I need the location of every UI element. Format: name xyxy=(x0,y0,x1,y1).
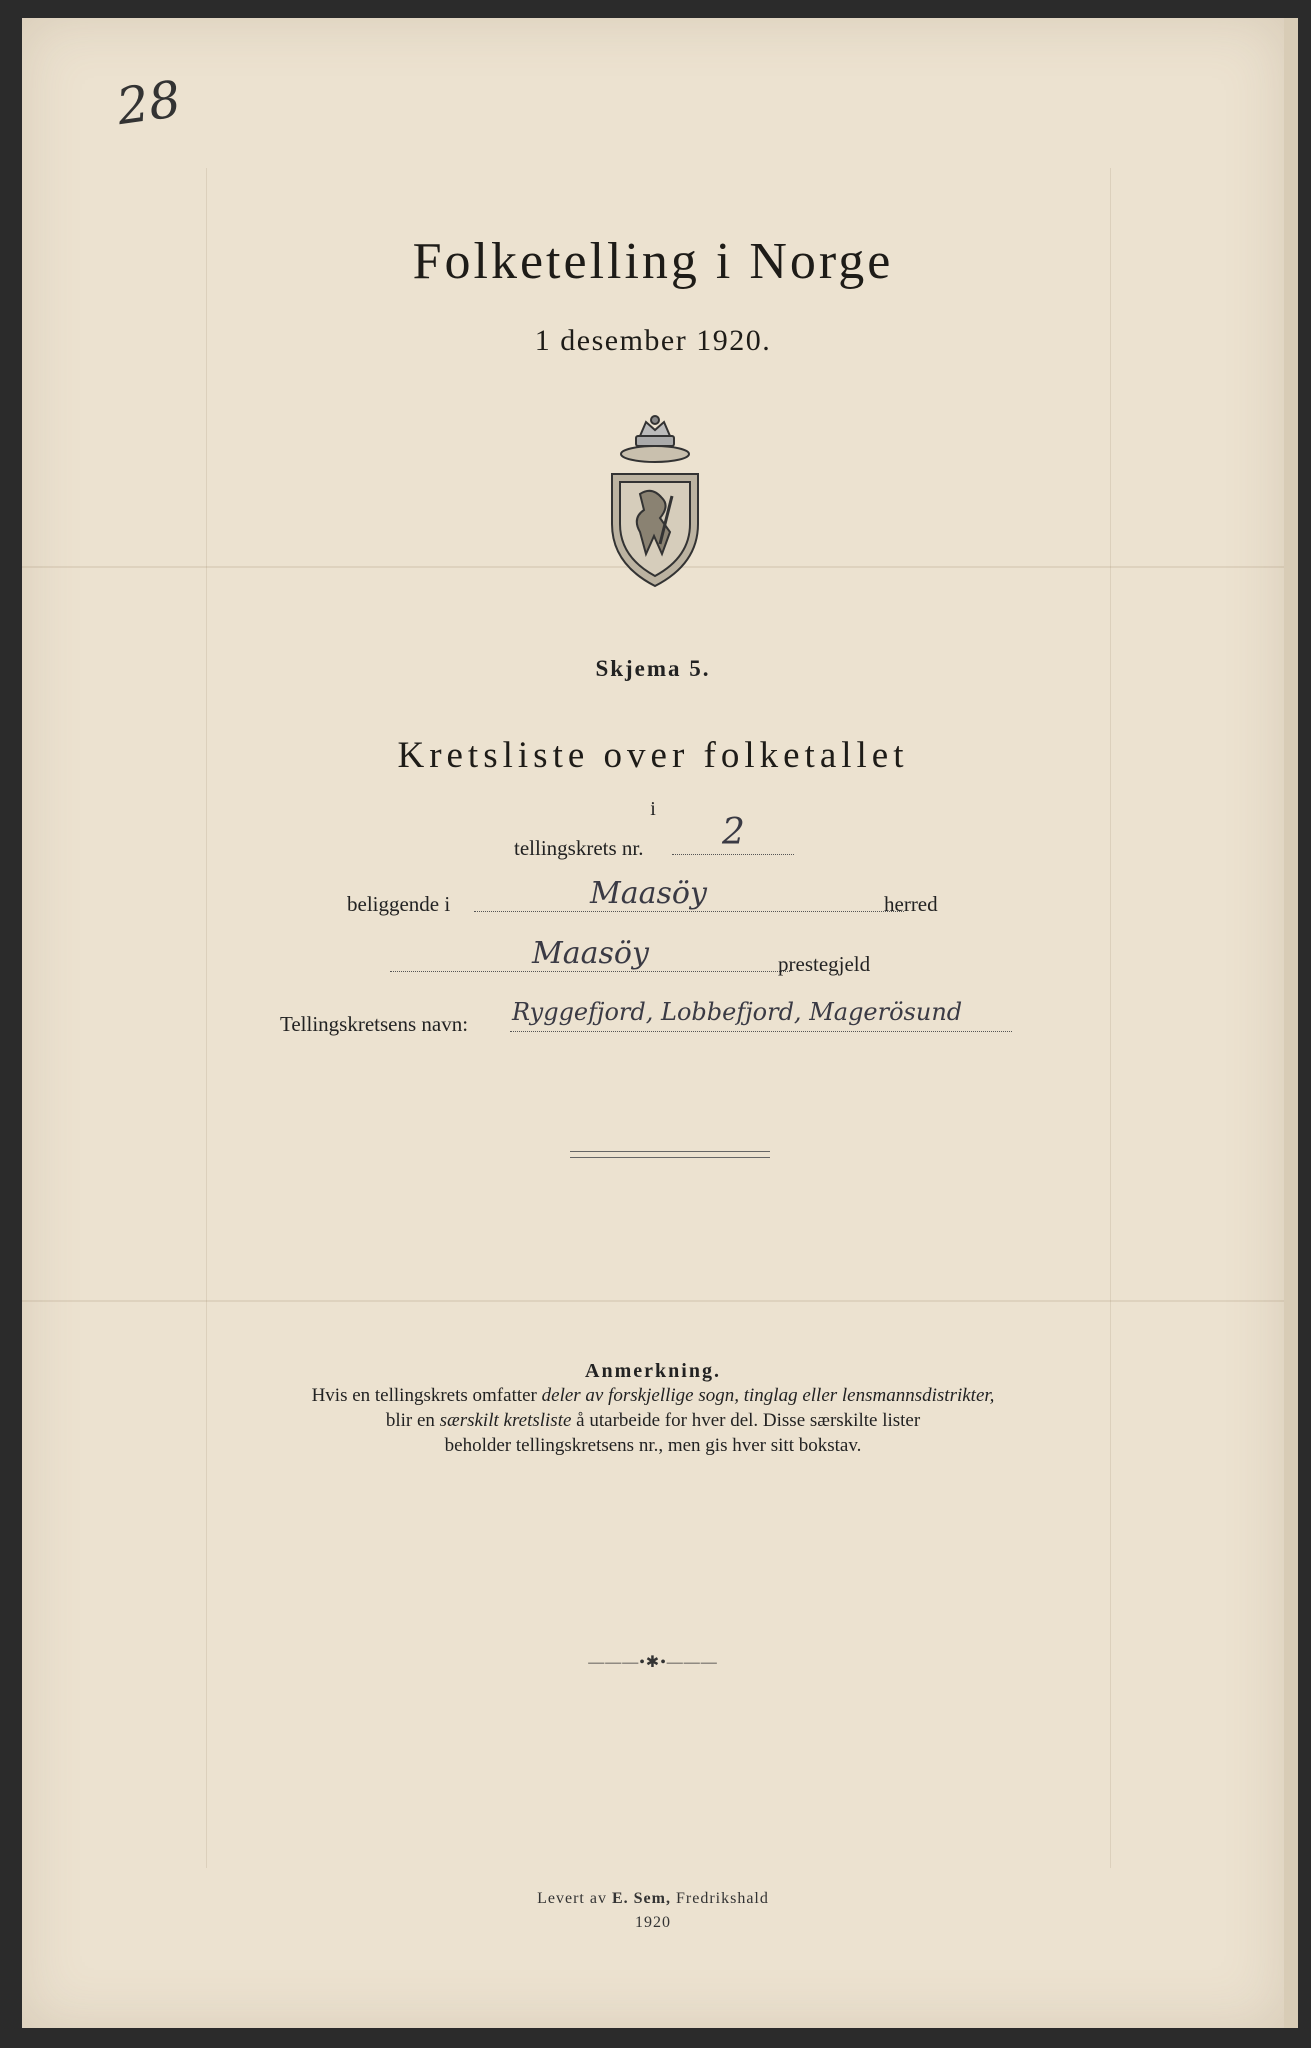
note-title: Anmerkning. xyxy=(585,1360,721,1382)
tellingskrets-number: 2 xyxy=(722,812,745,853)
dotted-line xyxy=(474,911,904,912)
page-edge xyxy=(1284,18,1298,2028)
note-line-2 xyxy=(22,1410,1284,1432)
dotted-line xyxy=(390,971,790,972)
herred-value: Maasöy xyxy=(590,876,707,911)
bleed-through-line xyxy=(1110,168,1111,1868)
printer-prefix: Levert av xyxy=(537,1890,612,1907)
preposition-i: i xyxy=(650,798,656,820)
printer-place: Fredrikshald xyxy=(670,1890,769,1907)
fold-line xyxy=(22,1300,1284,1302)
form-heading: Kretsliste over folketallet xyxy=(397,735,909,776)
herred-label: herred xyxy=(884,892,938,916)
ornament-divider: ———•✱•——— xyxy=(588,1654,718,1671)
norwegian-coat-of-arms-icon xyxy=(600,414,710,594)
note-emphasis: deler av forskjellige sogn, tinglag eller lensmannsdistrikter, xyxy=(541,1385,995,1406)
note-text: blir en xyxy=(385,1410,440,1431)
census-form-page xyxy=(22,18,1284,2028)
double-rule xyxy=(570,1151,770,1152)
printer-year: 1920 xyxy=(635,1914,671,1931)
note-line-1 xyxy=(22,1385,1284,1407)
prestegjeld-label: prestegjeld xyxy=(778,952,871,976)
tellingskrets-label: tellingskrets nr. xyxy=(514,836,644,860)
note-emphasis: særskilt kretsliste xyxy=(439,1410,572,1431)
navn-value: Ryggefjord, Lobbefjord, Magerösund xyxy=(512,998,963,1026)
document-title: Folketelling i Norge xyxy=(412,233,894,290)
dotted-line xyxy=(672,854,794,855)
form-number: Skjema 5. xyxy=(595,656,711,681)
bleed-through-line xyxy=(206,168,207,1868)
printer-line xyxy=(22,1890,1284,1908)
census-date: 1 desember 1920. xyxy=(534,324,772,357)
navn-label: Tellingskretsens navn: xyxy=(280,1012,469,1036)
note-text: Hvis en tellingskrets omfatter xyxy=(311,1385,542,1406)
dotted-line xyxy=(510,1031,1012,1032)
note-line-3: beholder tellingskretsens nr., men gis hver sitt bokstav. xyxy=(444,1435,862,1456)
handwritten-page-number: 28 xyxy=(113,69,185,137)
printer-name: E. Sem, xyxy=(611,1890,671,1907)
prestegjeld-value: Maasöy xyxy=(532,936,649,971)
double-rule xyxy=(570,1157,770,1158)
beliggende-label: beliggende i xyxy=(347,892,451,916)
note-text: å utarbeide for hver del. Disse særskilte lister xyxy=(571,1410,921,1431)
